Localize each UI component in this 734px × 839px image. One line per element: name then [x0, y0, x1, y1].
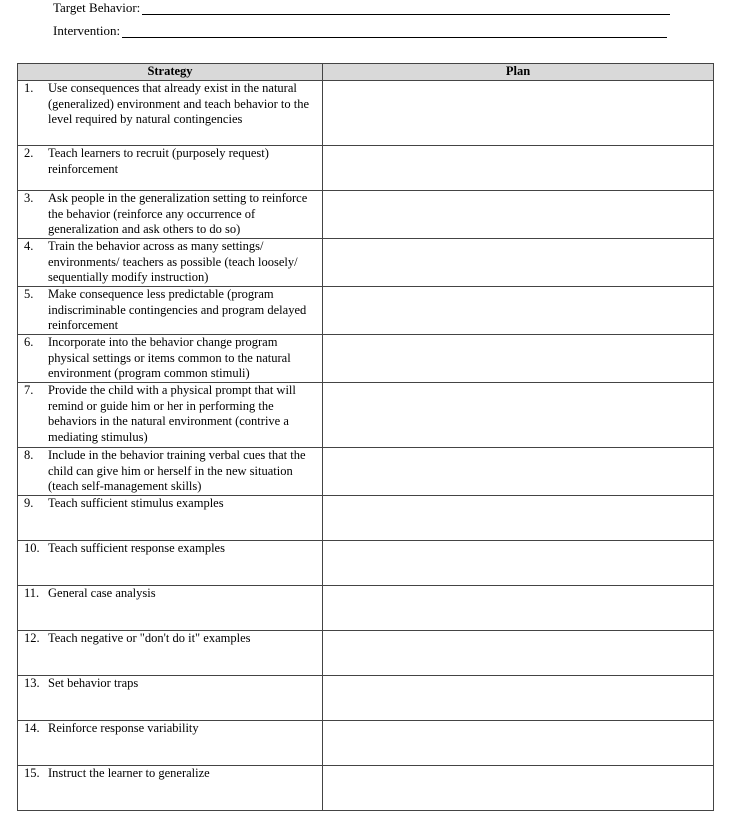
plan-cell[interactable] — [323, 631, 714, 676]
strategy-cell — [18, 676, 323, 721]
strategy-text: Use consequences that already exist in the natural (generalized) environment and teach behavior to the level required by natural contingencies — [48, 81, 309, 127]
strategy-cell — [18, 335, 323, 383]
strategy-cell — [18, 191, 323, 239]
strategy-cell — [18, 81, 323, 146]
strategy-text: Teach sufficient response examples — [48, 541, 225, 555]
strategy-text: Teach negative or "don't do it" examples — [48, 631, 251, 645]
table-row — [18, 631, 714, 676]
plan-cell[interactable] — [323, 191, 714, 239]
strategy-number: 11. — [24, 586, 40, 600]
table-header-row — [18, 64, 714, 81]
plan-cell[interactable] — [323, 676, 714, 721]
table-row — [18, 766, 714, 811]
strategy-number: 6. — [24, 335, 34, 349]
intervention-field — [53, 23, 667, 38]
strategy-cell — [18, 631, 323, 676]
table-row — [18, 541, 714, 586]
intervention-label: Intervention: — [53, 23, 121, 38]
strategy-text: Teach learners to recruit (purposely request) reinforcement — [48, 146, 269, 176]
table-row — [18, 287, 714, 335]
strategy-number: 4. — [24, 239, 34, 253]
plan-cell[interactable] — [323, 721, 714, 766]
plan-column-header: Plan — [323, 64, 714, 81]
strategy-cell — [18, 239, 323, 287]
table-row — [18, 81, 714, 146]
plan-cell[interactable] — [323, 496, 714, 541]
table-row — [18, 448, 714, 496]
strategy-cell — [18, 383, 323, 448]
plan-cell[interactable] — [323, 586, 714, 631]
strategy-number: 13. — [24, 676, 40, 690]
target-behavior-label: Target Behavior: — [53, 0, 141, 15]
strategy-cell — [18, 146, 323, 191]
strategy-cell — [18, 766, 323, 811]
target-behavior-field — [53, 0, 670, 15]
table-row — [18, 191, 714, 239]
strategy-number: 9. — [24, 496, 34, 510]
table-row — [18, 335, 714, 383]
strategy-text: Instruct the learner to generalize — [48, 766, 210, 780]
table-row — [18, 496, 714, 541]
strategy-cell — [18, 287, 323, 335]
strategy-number: 15. — [24, 766, 40, 780]
strategy-number: 3. — [24, 191, 34, 205]
strategy-number: 5. — [24, 287, 34, 301]
strategy-number: 10. — [24, 541, 40, 555]
strategy-cell — [18, 721, 323, 766]
strategy-cell — [18, 586, 323, 631]
plan-cell[interactable] — [323, 335, 714, 383]
table-row — [18, 383, 714, 448]
strategy-number: 14. — [24, 721, 40, 735]
strategy-number: 1. — [24, 81, 34, 95]
strategy-cell — [18, 448, 323, 496]
strategy-cell — [18, 541, 323, 586]
strategy-number: 2. — [24, 146, 34, 160]
strategy-plan-table — [17, 63, 714, 811]
plan-cell[interactable] — [323, 448, 714, 496]
table-row — [18, 239, 714, 287]
strategy-text: Provide the child with a physical prompt that will remind or guide him or her in performing the behaviors in the natural environment (contrive a mediating stimulus) — [48, 383, 296, 444]
strategy-text: Set behavior traps — [48, 676, 139, 690]
strategy-number: 8. — [24, 448, 34, 462]
plan-cell[interactable] — [323, 766, 714, 811]
table-row — [18, 721, 714, 766]
strategy-cell — [18, 496, 323, 541]
strategy-text: Ask people in the generalization setting to reinforce the behavior (reinforce any occurrence of generalization and ask others to do so) — [48, 191, 308, 237]
strategy-text: Teach sufficient stimulus examples — [48, 496, 224, 510]
strategy-text: Train the behavior across as many settings/ environments/ teachers as possible (teach loosely/ sequentially modify instruction) — [48, 239, 298, 285]
target-behavior-blank[interactable] — [142, 3, 670, 15]
plan-cell[interactable] — [323, 239, 714, 287]
strategy-number: 7. — [24, 383, 34, 397]
intervention-blank[interactable] — [122, 26, 667, 38]
strategy-text: Reinforce response variability — [48, 721, 199, 735]
strategy-text: Incorporate into the behavior change program physical settings or items common to the natural environment (program common stimuli) — [48, 335, 291, 381]
strategy-text: Include in the behavior training verbal cues that the child can give him or herself in the new situation (teach self-management skills) — [48, 448, 306, 494]
table-row — [18, 586, 714, 631]
plan-cell[interactable] — [323, 541, 714, 586]
table-row — [18, 146, 714, 191]
strategy-text: Make consequence less predictable (program indiscriminable contingencies and program delayed reinforcement — [48, 287, 307, 333]
table-row — [18, 676, 714, 721]
strategy-text: General case analysis — [48, 586, 156, 600]
strategy-column-header: Strategy — [18, 64, 323, 81]
plan-cell[interactable] — [323, 287, 714, 335]
plan-cell[interactable] — [323, 383, 714, 448]
plan-cell[interactable] — [323, 81, 714, 146]
strategy-number: 12. — [24, 631, 40, 645]
plan-cell[interactable] — [323, 146, 714, 191]
